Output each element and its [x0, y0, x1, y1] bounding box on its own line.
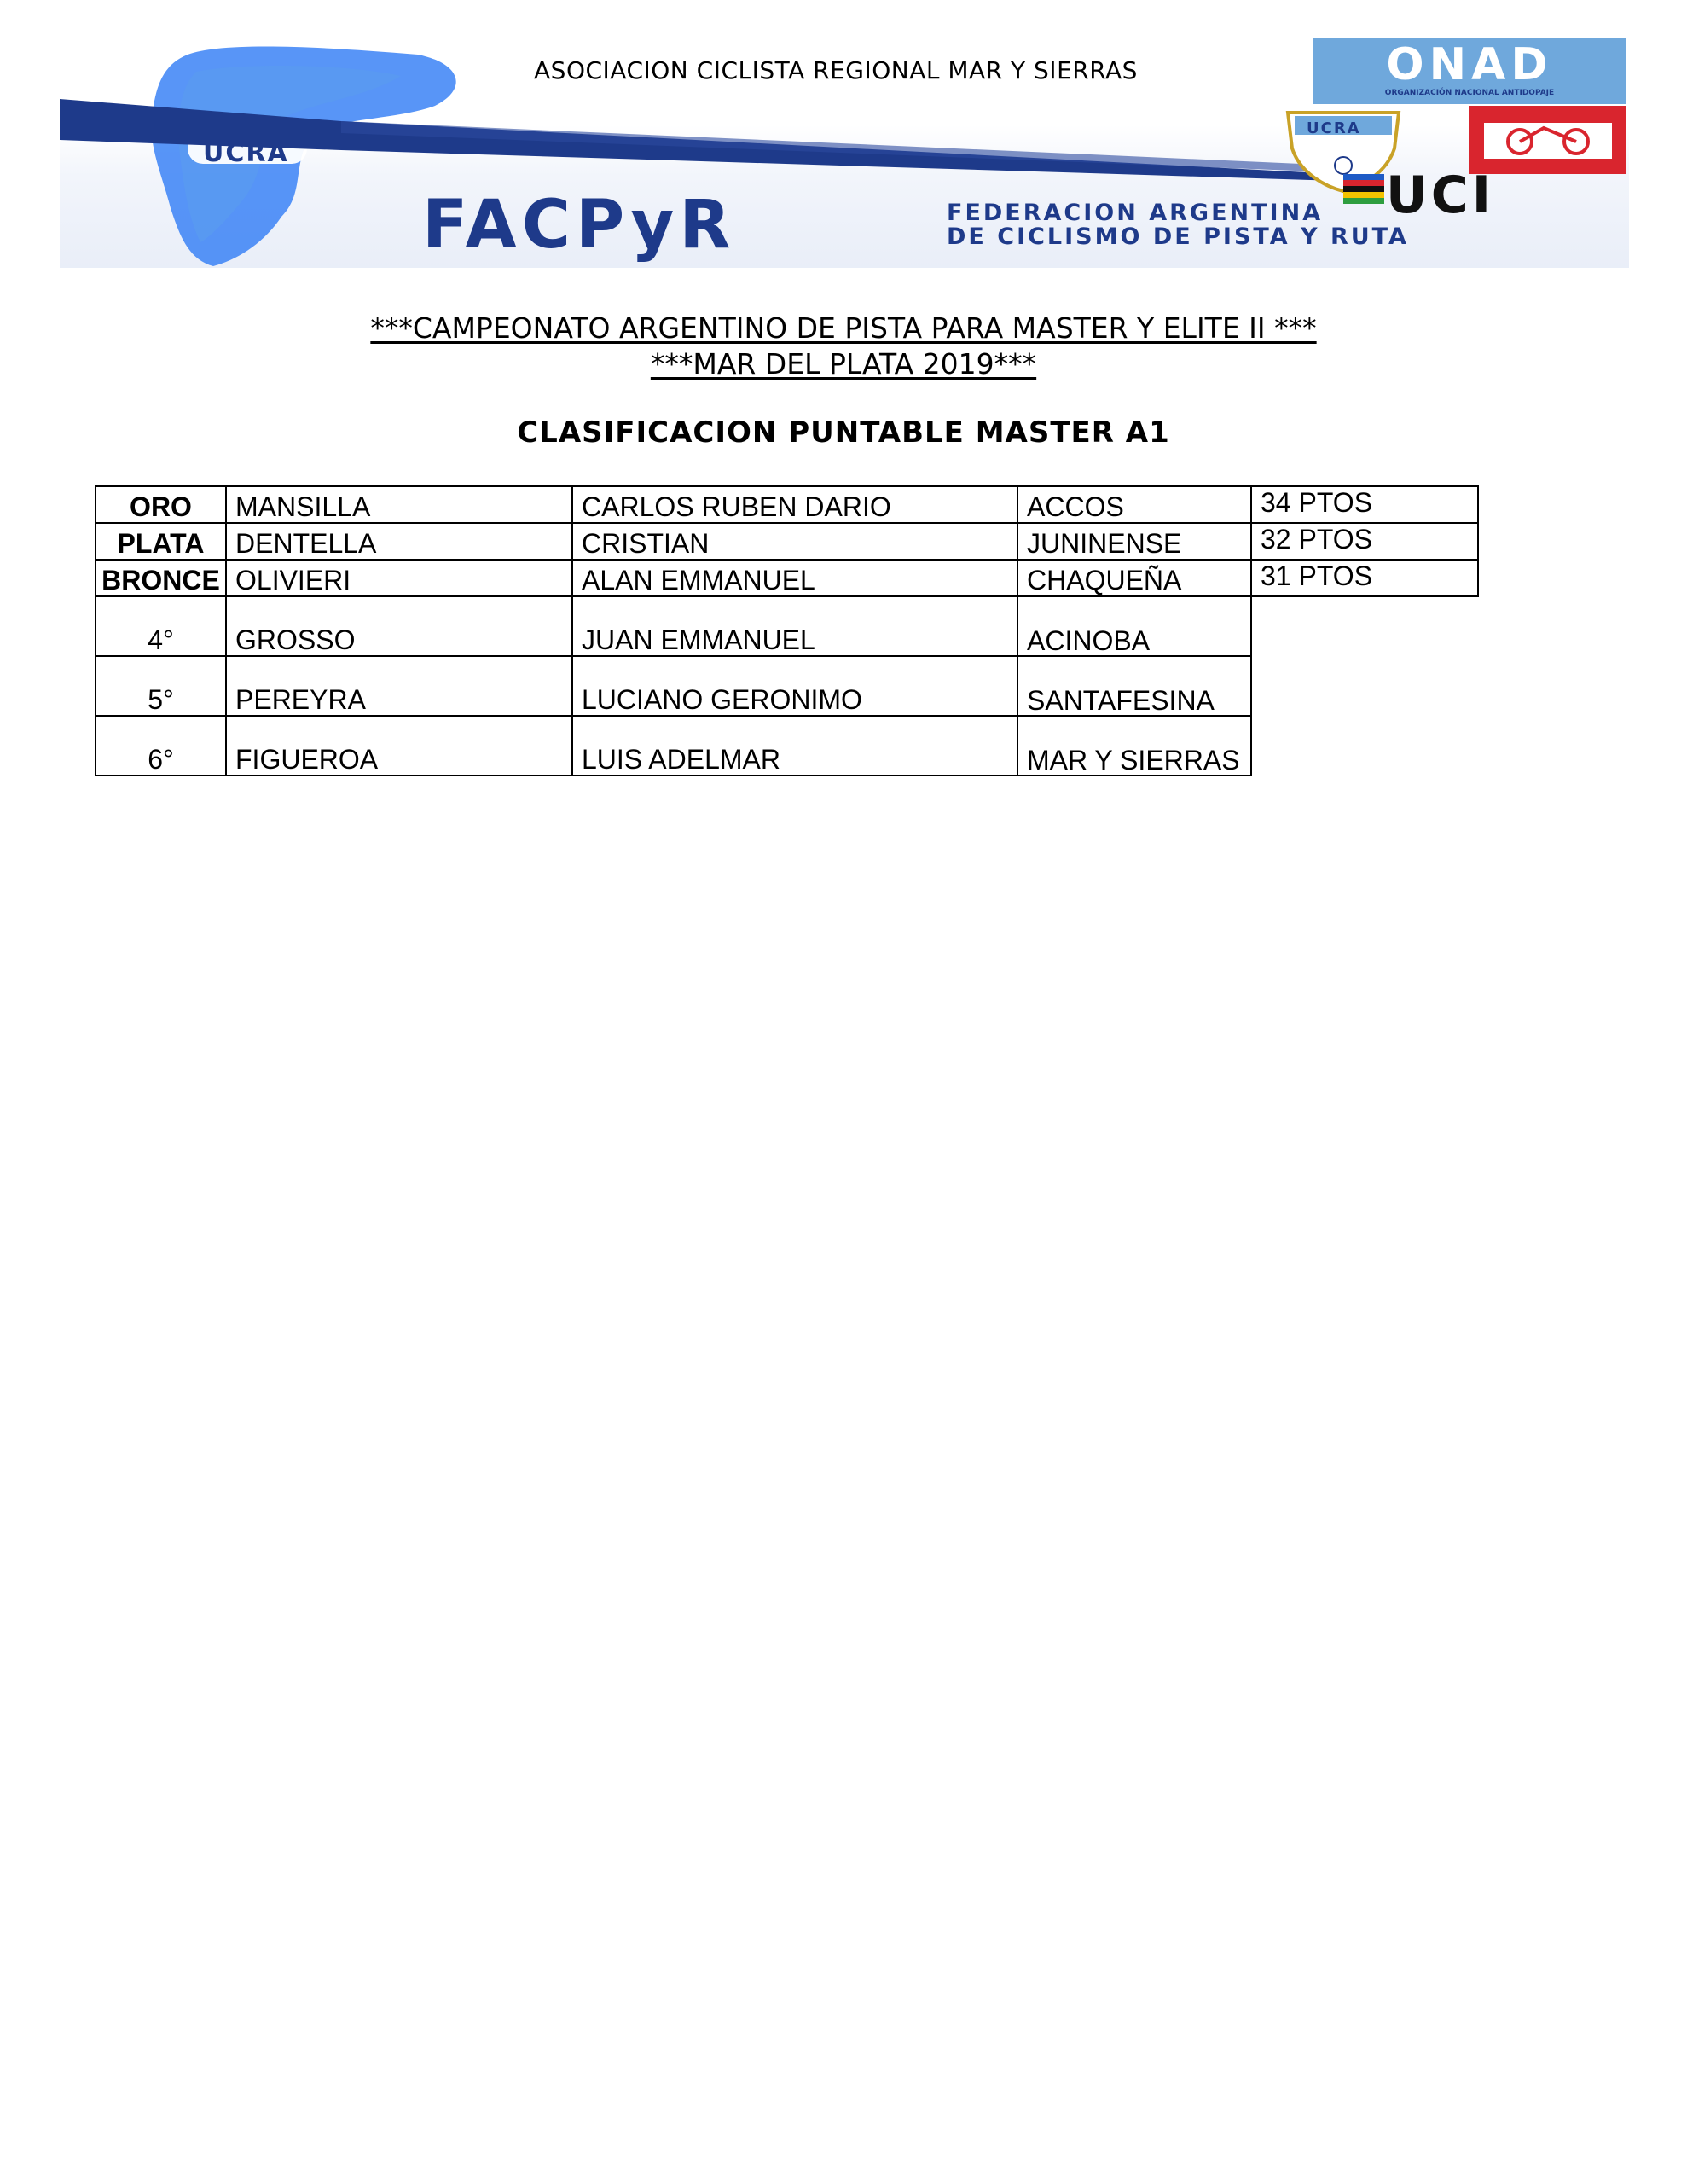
- name-cell: CRISTIAN: [572, 523, 1017, 560]
- results-table: [95, 485, 1479, 776]
- name-cell: CARLOS RUBEN DARIO: [572, 486, 1017, 523]
- empty-cell: [1251, 596, 1478, 656]
- position-cell: BRONCE: [96, 560, 226, 596]
- surname-cell: PEREYRA: [226, 656, 572, 716]
- name-cell: LUCIANO GERONIMO: [572, 656, 1017, 716]
- surname-cell: DENTELLA: [226, 523, 572, 560]
- club-cell: ACCOS: [1017, 486, 1251, 523]
- surname-cell: GROSSO: [226, 596, 572, 656]
- position-cell: ORO: [96, 486, 226, 523]
- uci-rainbow-icon: [1343, 174, 1384, 180]
- surname-cell: FIGUEROA: [226, 716, 572, 775]
- facpyr-logo-text: FACPyR: [422, 187, 736, 264]
- position-cell: 6°: [96, 716, 226, 775]
- ucra-shield-label: UCRA: [1307, 119, 1361, 137]
- event-title: ***CAMPEONATO ARGENTINO DE PISTA PARA MASTER Y ELITE II ***: [370, 311, 1317, 345]
- club-cell: JUNINENSE: [1017, 523, 1251, 560]
- onad-logo-text: ONAD: [1386, 39, 1553, 90]
- club-cell: ACINOBA: [1017, 596, 1251, 656]
- surname-cell: OLIVIERI: [226, 560, 572, 596]
- surname-cell: MANSILLA: [226, 486, 572, 523]
- header-banner: [60, 38, 1629, 268]
- table-row: [96, 596, 1478, 656]
- empty-cell: [1251, 716, 1478, 775]
- facpyr-logo-subtext: FEDERACION ARGENTINA DE CICLISMO DE PISTA Y RUTA: [947, 200, 1409, 250]
- points-cell: 31 PTOS: [1251, 560, 1478, 596]
- points-cell: 32 PTOS: [1251, 523, 1478, 560]
- onad-logo-subtext: ORGANIZACIÓN NACIONAL ANTIDOPAJE: [1384, 89, 1555, 97]
- table-row: [96, 716, 1478, 775]
- classification-title: CLASIFICACION PUNTABLE MASTER A1: [517, 415, 1170, 450]
- empty-cell: [1251, 656, 1478, 716]
- org-title: ASOCIACION CICLISTA REGIONAL MAR Y SIERRAS: [534, 56, 1138, 84]
- table-row: [96, 656, 1478, 716]
- onad-logo: [1313, 38, 1626, 104]
- name-cell: LUIS ADELMAR: [572, 716, 1017, 775]
- name-cell: JUAN EMMANUEL: [572, 596, 1017, 656]
- table-row: [96, 560, 1478, 596]
- club-cell: MAR Y SIERRAS: [1017, 716, 1251, 775]
- club-cell: SANTAFESINA: [1017, 656, 1251, 716]
- name-cell: ALAN EMMANUEL: [572, 560, 1017, 596]
- event-location: ***MAR DEL PLATA 2019***: [650, 347, 1037, 380]
- event-titles: [0, 311, 1687, 382]
- table-row: [96, 523, 1478, 560]
- table-row: [96, 486, 1478, 523]
- points-cell: 34 PTOS: [1251, 486, 1478, 523]
- uci-logo-text: UCI: [1386, 166, 1495, 225]
- position-cell: 5°: [96, 656, 226, 716]
- position-cell: 4°: [96, 596, 226, 656]
- club-cell: CHAQUEÑA: [1017, 560, 1251, 596]
- ucra-map-label: UCRA: [203, 138, 289, 168]
- position-cell: PLATA: [96, 523, 226, 560]
